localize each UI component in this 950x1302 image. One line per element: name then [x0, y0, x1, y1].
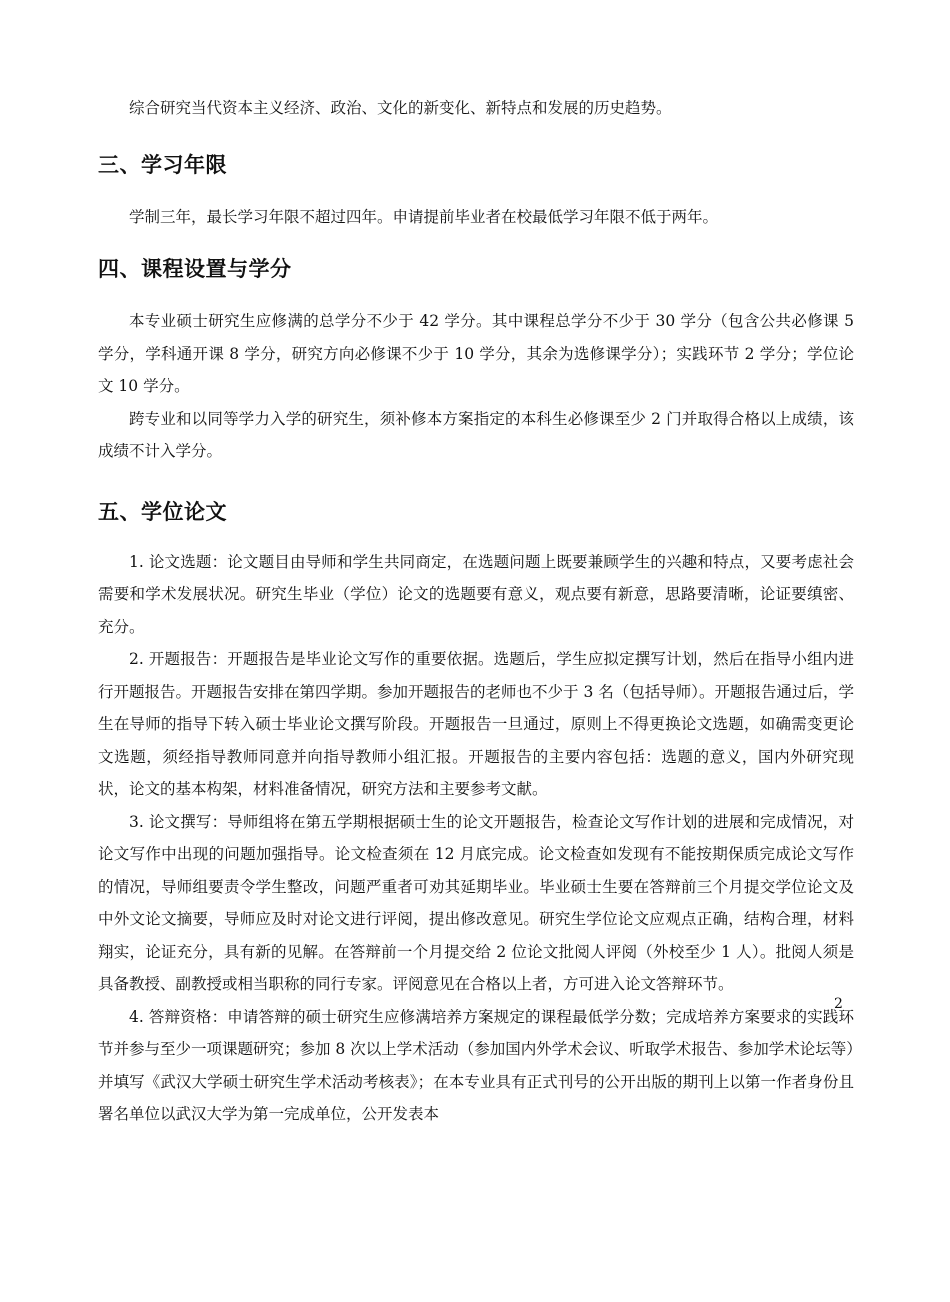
paragraph-cross-major: 跨专业和以同等学力入学的研究生，须补修本方案指定的本科生必修课至少 2 门并取得合格以上成绩，该成绩不计入学分。 — [98, 409, 854, 460]
paragraph-study-period: 学制三年，最长学习年限不超过四年。申请提前毕业者在校最低学习年限不低于两年。 — [129, 207, 719, 226]
document-page — [98, 92, 854, 1131]
section-heading-courses-credits: 四、课程设置与学分 — [98, 257, 292, 281]
intro-paragraph: 综合研究当代资本主义经济、政治、文化的新变化、新特点和发展的历史趋势。 — [129, 99, 672, 117]
section-heading-thesis: 五、学位论文 — [98, 499, 227, 524]
paragraph-defense-eligibility: 4. 答辩资格：申请答辩的硕士研究生应修满培养方案规定的课程最低学分数；完成培养方案要求的实践环节并参与至少一项课题研究；参加 8 次以上学术活动（参加国内外学术会议、听取学术报告、参加学术论坛等）并填写《武汉大学硕士研究生学术活动考核表》；在本专业具有正式刊号的公开出版的期刊上以第一作者身份且署名单位以武汉大学为第一完成单位，公开发表本 — [98, 1007, 854, 1123]
paragraph-thesis-topic: 1. 论文选题：论文题目由导师和学生共同商定，在选题问题上既要兼顾学生的兴趣和特点，又要考虑社会需要和学术发展状况。研究生毕业（学位）论文的选题要有意义，观点要有新意，思路要清晰，论证要缜密、充分。 — [98, 552, 854, 636]
paragraph-total-credits: 本专业硕士研究生应修满的总学分不少于 42 学分。其中课程总学分不少于 30 学分（包含公共必修课 5 学分，学科通开课 8 学分，研究方向必修课不少于 10 学分，其余为选修课学分）；实践环节 2 学分；学位论文 10 学分。 — [98, 312, 854, 395]
paragraph-thesis-writing: 3. 论文撰写：导师组将在第五学期根据硕士生的论文开题报告，检查论文写作计划的进展和完成情况，对论文写作中出现的问题加强指导。论文检查须在 12 月底完成。论文检查如发现有不能按期保质完成论文写作的情况，导师组要责令学生整改，问题严重者可劝其延期毕业。毕业硕士生要在答辩前三个月提交学位论文及中外文论文摘要，导师应及时对论文进行评阅，提出修改意见。研究生学位论文应观点正确，结构合理，材料翔实，论证充分，具有新的见解。在答辩前一个月提交给 2 位论文批阅人评阅（外校至少 1 人）。批阅人须是具备教授、副教授或相当职称的同行专家。评阅意见在合格以上者，方可进入论文答辩环节。 — [98, 812, 854, 993]
section-heading-study-period: 三、学习年限 — [98, 152, 227, 177]
paragraph-proposal-report: 2. 开题报告：开题报告是毕业论文写作的重要依据。选题后，学生应拟定撰写计划，然后在指导小组内进行开题报告。开题报告安排在第四学期。参加开题报告的老师也不少于 3 名（包括导师）。开题报告通过后，学生在导师的指导下转入硕士毕业论文撰写阶段。开题报告一旦通过，原则上不得更换论文选题，如确需变更论文选题，须经指导教师同意并向指导教师小组汇报。开题报告的主要内容包括：选题的意义，国内外研究现状，论文的基本构架，材料准备情况，研究方法和主要参考文献。 — [98, 650, 854, 798]
page-number: 2 — [834, 996, 843, 1012]
